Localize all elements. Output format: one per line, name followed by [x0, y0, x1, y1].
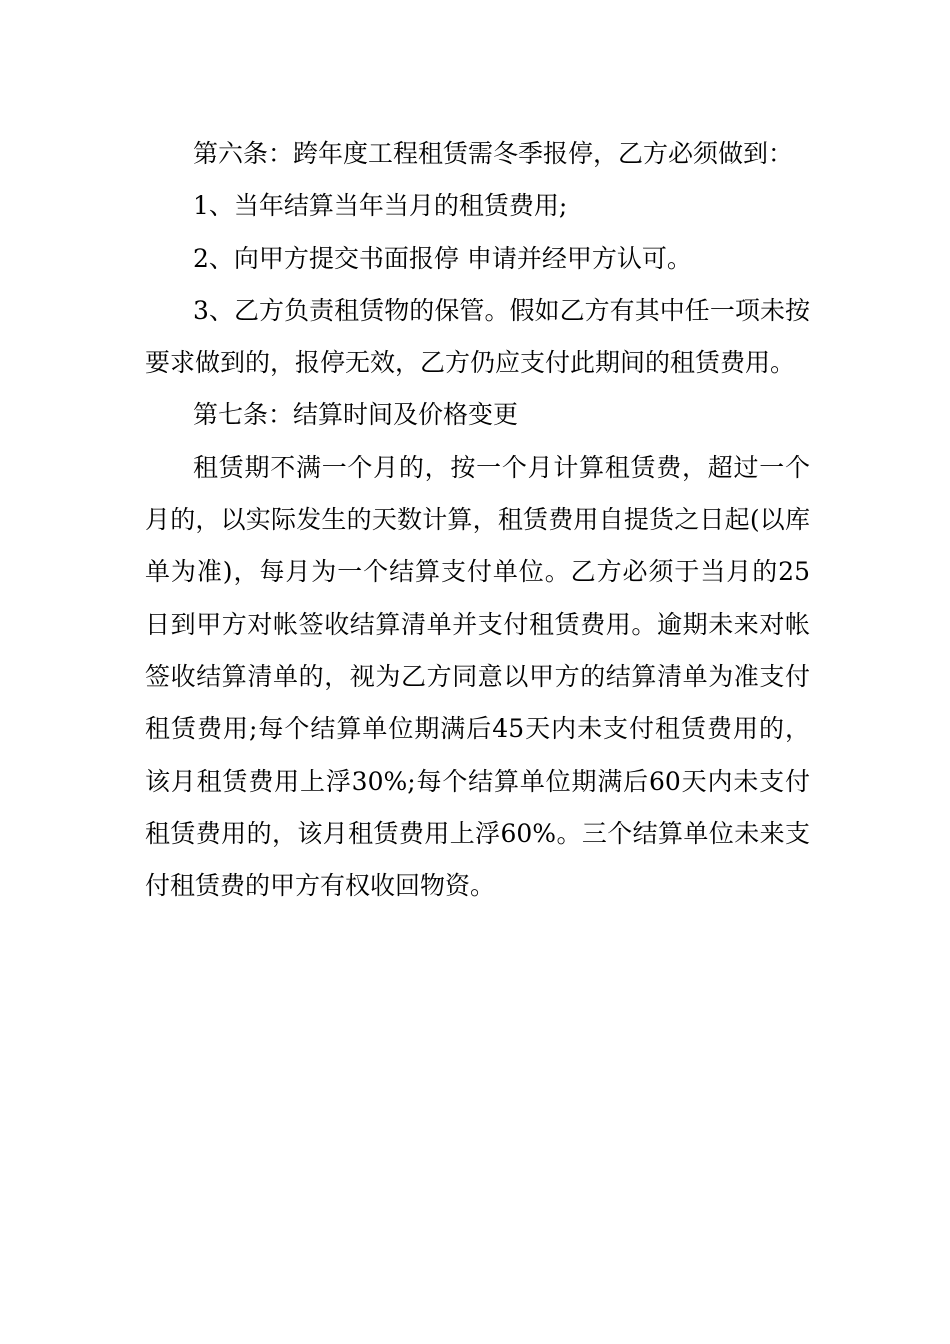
paragraph-article-7-body: 租赁期不满一个月的，按一个月计算租赁费，超过一个月的，以实际发生的天数计算，租赁费用自提货之日起(以库单为准)，每月为一个结算支付单位。乙方必须于当月的25日到甲方对帐签收结算清单并支付租赁费用。逾期未来对帐签收结算清单的，视为乙方同意以甲方的结算清单为准支付租赁费用;每个结算单位期满后45天内未支付租赁费用的，该月租赁费用上浮30%;每个结算单位期满后60天内未支付租赁费用的，该月租赁费用上浮60%。三个结算单位未来支付租赁费的甲方有权收回物资。: [145, 452, 810, 901]
paragraph-item-2: 2、向甲方提交书面报停 申请并经甲方认可。: [193, 243, 692, 273]
paragraph-item-3: 3、乙方负责租赁物的保管。假如乙方有其中任一项未按要求做到的，报停无效，乙方仍应支付此期间的租赁费用。: [145, 295, 810, 378]
paragraph-item-1: 1、当年结算当年当月的租赁费用;: [193, 191, 568, 221]
paragraph-article-7-heading: 第七条：结算时间及价格变更: [193, 400, 519, 430]
paragraph-article-6-heading: 第六条：跨年度工程租赁需冬季报停，乙方必须做到：: [193, 139, 794, 168]
document-body: [145, 128, 810, 912]
